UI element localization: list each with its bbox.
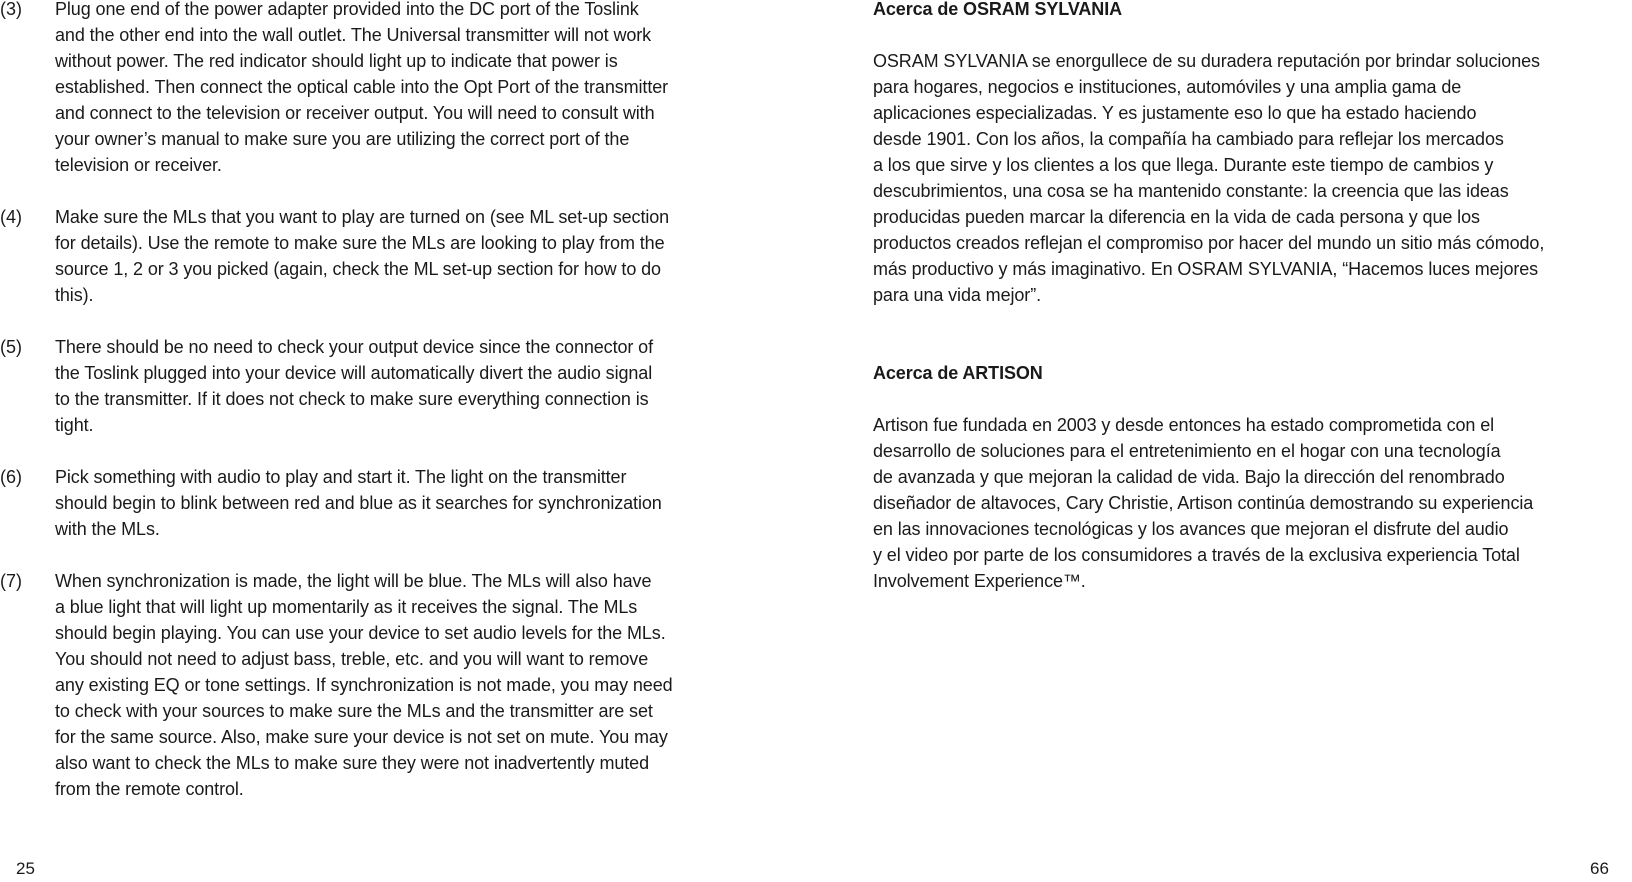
step-7-line-6: to check with your sources to make sure the MLs and the transmitter are set (55, 701, 653, 721)
step-6-line-3: with the MLs. (55, 519, 160, 539)
artison-line-6: y el video por parte de los consumidores a través de la exclusiva experiencia Total (873, 545, 1520, 565)
osram-line-9: más productivo y más imaginativo. En OSRAM SYLVANIA, “Hacemos luces mejores (873, 259, 1539, 279)
right-page (816, 0, 1632, 882)
section-heading-osram: Acerca de OSRAM SYLVANIA (873, 0, 1122, 19)
step-7-line-4: You should not need to adjust bass, treble, etc. and you will want to remove (55, 649, 649, 669)
osram-line-7: producidas pueden marcar la diferencia en la vida de cada persona y que los (873, 207, 1480, 227)
step-7-line-1: When synchronization is made, the light will be blue. The MLs will also have (55, 571, 652, 591)
step-3-line-5: and connect to the television or receiver output. You will need to consult with (55, 103, 655, 123)
step-5-number: (5) (0, 337, 22, 357)
step-4-line-1: Make sure the MLs that you want to play are turned on (see ML set-up section (55, 207, 670, 227)
step-7-number: (7) (0, 571, 22, 591)
osram-line-4: desde 1901. Con los años, la compañía ha cambiado para reflejar los mercados (873, 129, 1504, 149)
artison-line-3: de avanzada y que mejoran la calidad de vida. Bajo la dirección del renombrado (873, 467, 1505, 487)
osram-line-6: descubrimientos, una cosa se ha mantenido constante: la creencia que las ideas (873, 181, 1509, 201)
osram-line-2: para hogares, negocios e instituciones, automóviles y una amplia gama de (873, 77, 1462, 97)
step-6-number: (6) (0, 467, 22, 487)
step-6-line-2: should begin to blink between red and blue as it searches for synchronization (55, 493, 662, 513)
artison-line-1: Artison fue fundada en 2003 y desde entonces ha estado comprometida con el (873, 415, 1495, 435)
step-6-line-1: Pick something with audio to play and start it. The light on the transmitter (55, 467, 627, 487)
step-3-line-6: your owner’s manual to make sure you are utilizing the correct port of the (55, 129, 630, 149)
step-5-line-4: tight. (55, 415, 94, 435)
step-7-line-3: should begin playing. You can use your device to set audio levels for the MLs. (55, 623, 666, 643)
page-number: 25 (16, 859, 35, 878)
step-5-line-3: to the transmitter. If it does not check to make sure everything connection is (55, 389, 649, 409)
step-4-line-4: this). (55, 285, 94, 305)
step-7-line-2: a blue light that will light up momentarily as it receives the signal. The MLs (55, 597, 638, 617)
step-3-line-1: Plug one end of the power adapter provided into the DC port of the Toslink (55, 0, 639, 19)
step-3-line-3: without power. The red indicator should light up to indicate that power is (55, 51, 618, 71)
artison-line-7: Involvement Experience™. (873, 571, 1086, 591)
artison-line-5: en las innovaciones tecnológicas y los avances que mejoran el disfrute del audio (873, 519, 1509, 539)
osram-line-5: a los que sirve y los clientes a los que llega. Durante este tiempo de cambios y (873, 155, 1494, 175)
step-5-line-1: There should be no need to check your output device since the connector of (55, 337, 653, 357)
step-3-line-7: television or receiver. (55, 155, 222, 175)
step-4-line-2: for details). Use the remote to make sure the MLs are looking to play from the (55, 233, 665, 253)
step-3-line-4: established. Then connect the optical cable into the Opt Port of the transmitter (55, 77, 669, 97)
step-5-line-2: the Toslink plugged into your device will automatically divert the audio signal (55, 363, 653, 383)
page-number: 66 (1590, 859, 1609, 878)
step-7-line-8: also want to check the MLs to make sure they were not inadvertently muted (55, 753, 650, 773)
artison-line-2: desarrollo de soluciones para el entretenimiento en el hogar con una tecnología (873, 441, 1501, 461)
step-3-line-2: and the other end into the wall outlet. The Universal transmitter will not work (55, 25, 652, 45)
step-7-line-9: from the remote control. (55, 779, 244, 799)
section-heading-artison: Acerca de ARTISON (873, 363, 1043, 383)
step-4-line-3: source 1, 2 or 3 you picked (again, check the ML set-up section for how to do (55, 259, 661, 279)
artison-line-4: diseñador de altavoces, Cary Christie, Artison continúa demostrando su experiencia (873, 493, 1534, 513)
step-7-line-7: for the same source. Also, make sure your device is not set on mute. You may (55, 727, 668, 747)
osram-line-3: aplicaciones especializadas. Y es justamente eso lo que ha estado haciendo (873, 103, 1477, 123)
osram-line-10: para una vida mejor”. (873, 285, 1041, 305)
osram-line-8: productos creados reflejan el compromiso por hacer del mundo un sitio más cómodo, (873, 233, 1545, 253)
step-7-line-5: any existing EQ or tone settings. If synchronization is not made, you may need (55, 675, 673, 695)
step-3-number: (3) (0, 0, 22, 19)
osram-line-1: OSRAM SYLVANIA se enorgullece de su duradera reputación por brindar soluciones (873, 51, 1540, 71)
step-4-number: (4) (0, 207, 22, 227)
